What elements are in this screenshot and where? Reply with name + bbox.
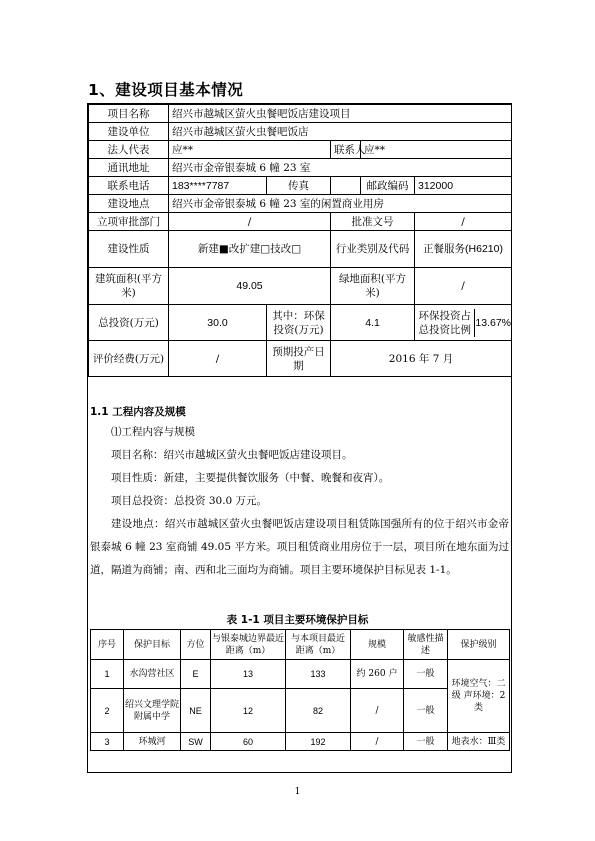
col-header: 与银泰城边界最近距离（m） — [211, 630, 286, 660]
phone-value: 183****7787 — [169, 177, 267, 195]
postcode-value: 312000 — [415, 177, 512, 195]
cell: SW — [181, 733, 211, 751]
table-caption: 表 1-1 项目主要环境保护目标 — [226, 614, 369, 626]
date-label: 预期投产日期 — [267, 341, 331, 377]
contact-label: 联系人 — [331, 141, 361, 159]
industry-label: 行业类别及代码 — [331, 231, 415, 268]
cell: 2 — [91, 689, 124, 733]
date-value: 2016 年 7 月 — [331, 341, 512, 377]
approval-no-value: / — [415, 213, 512, 231]
invest-value: 30.0 — [169, 305, 267, 341]
cell: 13 — [211, 660, 286, 689]
unit-label: 建设单位 — [89, 123, 169, 141]
site-value: 绍兴市金帝银泰城 6 幢 23 室的闲置商业用房 — [169, 195, 512, 213]
legal-value: 应** — [169, 141, 331, 159]
section-title: 1.1 工程内容及规模 — [90, 406, 186, 418]
fax-value — [331, 177, 361, 195]
ratio-cell — [415, 305, 512, 341]
cell: 12 — [211, 689, 286, 733]
cell: 绍兴文理学院附属中学 — [124, 689, 181, 733]
ratio-label: 环保投资占总投资比例 — [415, 309, 475, 337]
nature-label: 建设性质 — [89, 231, 169, 268]
unit-value: 绍兴市越城区萤火虫餐吧饭店 — [169, 123, 512, 141]
cell: 环城河 — [124, 733, 181, 751]
area-value: 49.05 — [169, 268, 331, 305]
approval-dept-label: 立项审批部门 — [89, 213, 169, 231]
approval-no-label: 批准文号 — [331, 213, 415, 231]
col-header: 规模 — [351, 630, 404, 660]
approval-dept-value: / — [169, 213, 331, 231]
page-number: 1 — [294, 787, 301, 797]
cell: NE — [181, 689, 211, 733]
cell: E — [181, 660, 211, 689]
cell: 60 — [211, 733, 286, 751]
cell: / — [351, 733, 404, 751]
env-target-table — [90, 629, 510, 751]
cell: 水沟营社区 — [124, 660, 181, 689]
project-info-table — [88, 104, 512, 377]
cell: 133 — [286, 660, 351, 689]
fax-label: 传真 — [267, 177, 331, 195]
page-heading: 1、建设项目基本情况 — [88, 81, 244, 99]
green-value: / — [415, 268, 512, 305]
ratio-value: 13.67% — [475, 316, 512, 329]
phone-label: 联系电话 — [89, 177, 169, 195]
col-header: 与本项目最近距离（m） — [286, 630, 351, 660]
table-row — [91, 689, 510, 733]
project-name-value: 绍兴市越城区萤火虫餐吧饭店建设项目 — [169, 105, 512, 123]
col-header: 方位 — [181, 630, 211, 660]
area-label: 建筑面积(平方米) — [89, 268, 169, 305]
green-label: 绿地面积(平方米) — [331, 268, 415, 305]
cell: 一般 — [404, 689, 448, 733]
col-header: 保护目标 — [124, 630, 181, 660]
eval-label: 评价经费(万元) — [89, 341, 169, 377]
invest-label: 总投资(万元) — [89, 305, 169, 341]
paragraph-investment: 项目总投资：总投资 30.0 万元。 — [111, 495, 268, 507]
table-row — [91, 660, 510, 689]
cell: 一般 — [404, 733, 448, 751]
cell: 一般 — [404, 660, 448, 689]
address-value: 绍兴市金帝银泰城 6 幢 23 室 — [169, 159, 512, 177]
legal-label: 法人代表 — [89, 141, 169, 159]
cell: 1 — [91, 660, 124, 689]
paragraph-name: 项目名称：绍兴市越城区萤火虫餐吧饭店建设项目。 — [111, 449, 353, 461]
env-invest-value: 4.1 — [331, 305, 415, 341]
cell: 82 — [286, 689, 351, 733]
paragraph-nature: 项目性质：新建，主要提供餐饮服务（中餐、晚餐和夜宵）。 — [111, 472, 390, 484]
table-row — [91, 733, 510, 751]
paragraph-location: 建设地点：绍兴市越城区萤火虫餐吧饭店建设项目租赁陈国强所有的位于绍兴市金帝银泰城 6 幢 23 室商铺 49.05 平方米。项目租赁商业用房位于一层，项目所在地东面为过道，隔道为商铺；南、西和北三面均为商铺。项目主要环境保护目标见表 1-1。 — [90, 518, 509, 576]
industry-value: 正餐服务(H6210) — [415, 231, 512, 268]
address-label: 通讯地址 — [89, 159, 169, 177]
nature-value: 新建■改扩建□技改□ — [169, 231, 331, 268]
cell: 3 — [91, 733, 124, 751]
cell: 192 — [286, 733, 351, 751]
eval-value: / — [169, 341, 267, 377]
col-header: 保护级别 — [448, 630, 510, 660]
site-label: 建设地点 — [89, 195, 169, 213]
col-header: 序号 — [91, 630, 124, 660]
project-name-label: 项目名称 — [89, 105, 169, 123]
env-invest-label: 其中：环保投资(万元) — [267, 305, 331, 341]
protection-level-row3: 地表水：Ⅲ类 — [448, 733, 510, 751]
protection-level-merged: 环境空气：二级 声环境：2 类 — [448, 660, 510, 733]
cell: 约 260 户 — [351, 660, 404, 689]
paragraph-scope: ⑴工程内容与规模 — [111, 426, 195, 438]
contact-value: 应** — [361, 141, 512, 159]
cell: / — [351, 689, 404, 733]
postcode-label: 邮政编码 — [361, 177, 415, 195]
col-header: 敏感性描述 — [404, 630, 448, 660]
